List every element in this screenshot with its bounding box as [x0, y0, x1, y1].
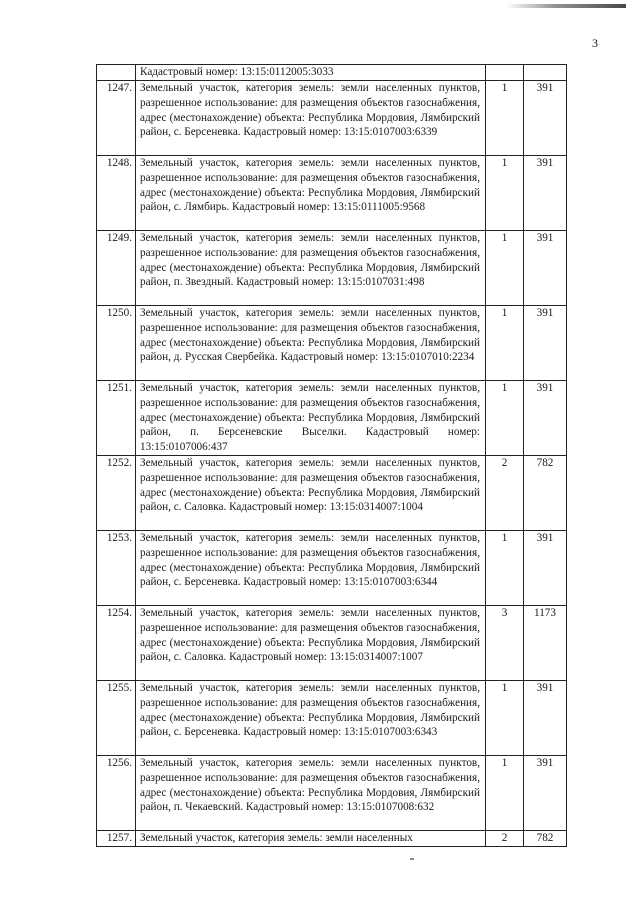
row-number-cell: 1254. [97, 606, 136, 681]
table-row [97, 381, 567, 456]
table-row-partial [97, 831, 567, 847]
row-quantity-cell: 2 [486, 831, 524, 847]
row-quantity-cell: 3 [486, 606, 524, 681]
row-description-cell: Земельный участок, категория земель: земли населенных [136, 831, 486, 847]
row-number-cell: 1250. [97, 306, 136, 381]
row-description-cell: Земельный участок, категория земель: земли населенных пунктов, разрешенное использование: для размещения объектов газоснабжения, адрес (местонахождение) объекта: Республика Мордовия, Лямбирский район, с. Берсеневка. Кадастровый номер: 13:15:0107003:6344 [136, 531, 486, 606]
table-row-continuation [97, 65, 567, 81]
scan-artifact [506, 4, 626, 8]
row-description-cell: Земельный участок, категория земель: земли населенных пунктов, разрешенное использование: для размещения объектов газоснабжения, адрес (местонахождение) объекта: Республика Мордовия, Лямбирский район, с. Саловка. Кадастровый номер: 13:15:0314007:1004 [136, 456, 486, 531]
row-description-cell: Земельный участок, категория земель: земли населенных пунктов, разрешенное использование: для размещения объектов газоснабжения, адрес (местонахождение) объекта: Республика Мордовия, Лямбирский район, с. Берсеневка. Кадастровый номер: 13:15:0107003:6343 [136, 681, 486, 756]
row-number-cell: 1253. [97, 531, 136, 606]
row-price-cell: 391 [524, 306, 567, 381]
row-number-cell: 1248. [97, 156, 136, 231]
row-quantity-cell: 1 [486, 531, 524, 606]
row-number-cell: 1249. [97, 231, 136, 306]
row-quantity-cell: 1 [486, 756, 524, 831]
property-table [96, 64, 567, 847]
row-quantity-cell: 1 [486, 231, 524, 306]
row-number-cell: 1252. [97, 456, 136, 531]
row-description-cell: Земельный участок, категория земель: земли населенных пунктов, разрешенное использование: для размещения объектов газоснабжения, адрес (местонахождение) объекта: Республика Мордовия, Лямбирский район, с. Саловка. Кадастровый номер: 13:15:0314007:1007 [136, 606, 486, 681]
row-price-cell: 1173 [524, 606, 567, 681]
table-row [97, 156, 567, 231]
row-price-cell: 782 [524, 831, 567, 847]
row-number-cell: 1255. [97, 681, 136, 756]
row-description-cell: Земельный участок, категория земель: земли населенных пунктов, разрешенное использование: для размещения объектов газоснабжения, адрес (местонахождение) объекта: Республика Мордовия, Лямбирский район, п. Берсеневские Выселки. Кадастровый номер: 13:15:0107006:437 [136, 381, 486, 456]
row-quantity-cell: 1 [486, 156, 524, 231]
table-row [97, 81, 567, 156]
table-row [97, 456, 567, 531]
row-price-cell: 391 [524, 381, 567, 456]
table-row [97, 231, 567, 306]
row-number-cell: 1247. [97, 81, 136, 156]
row-description-cell: Земельный участок, категория земель: земли населенных пунктов, разрешенное использование: для размещения объектов газоснабжения, адрес (местонахождение) объекта: Республика Мордовия, Лямбирский район, д. Русская Свербейка. Кадастровый номер: 13:15:0107010:2234 [136, 306, 486, 381]
row-price-cell: 391 [524, 756, 567, 831]
row-price-cell: 391 [524, 531, 567, 606]
row-quantity-cell: 1 [486, 681, 524, 756]
row-price-cell: 782 [524, 456, 567, 531]
row-price-cell [524, 65, 567, 81]
row-description-cell: Кадастровый номер: 13:15:0112005:3033 [136, 65, 486, 81]
row-number-cell [97, 65, 136, 81]
row-number-cell: 1251. [97, 381, 136, 456]
table-row [97, 531, 567, 606]
row-quantity-cell: 1 [486, 381, 524, 456]
row-description-cell: Земельный участок, категория земель: земли населенных пунктов, разрешенное использование: для размещения объектов газоснабжения, адрес (местонахождение) объекта: Республика Мордовия, Лямбирский район, с. Лямбирь. Кадастровый номер: 13:15:0111005:9568 [136, 156, 486, 231]
row-quantity-cell: 2 [486, 456, 524, 531]
table-row [97, 306, 567, 381]
row-description-cell: Земельный участок, категория земель: земли населенных пунктов, разрешенное использование: для размещения объектов газоснабжения, адрес (местонахождение) объекта: Республика Мордовия, Лямбирский район, п. Чекаевский. Кадастровый номер: 13:15:0107008:632 [136, 756, 486, 831]
row-price-cell: 391 [524, 81, 567, 156]
table-row [97, 756, 567, 831]
row-description-cell: Земельный участок, категория земель: земли населенных пунктов, разрешенное использование: для размещения объектов газоснабжения, адрес (местонахождение) объекта: Республика Мордовия, Лямбирский район, с. Берсеневка. Кадастровый номер: 13:15:0107003:6339 [136, 81, 486, 156]
row-quantity-cell [486, 65, 524, 81]
page-number: 3 [592, 36, 598, 50]
row-price-cell: 391 [524, 156, 567, 231]
row-number-cell: 1256. [97, 756, 136, 831]
row-price-cell: 391 [524, 231, 567, 306]
scan-speck [410, 858, 414, 860]
row-price-cell: 391 [524, 681, 567, 756]
table-row [97, 606, 567, 681]
table-row [97, 681, 567, 756]
row-quantity-cell: 1 [486, 81, 524, 156]
row-quantity-cell: 1 [486, 306, 524, 381]
row-description-cell: Земельный участок, категория земель: земли населенных пунктов, разрешенное использование: для размещения объектов газоснабжения, адрес (местонахождение) объекта: Республика Мордовия, Лямбирский район, п. Звездный. Кадастровый номер: 13:15:0107031:498 [136, 231, 486, 306]
row-number-cell: 1257. [97, 831, 136, 847]
